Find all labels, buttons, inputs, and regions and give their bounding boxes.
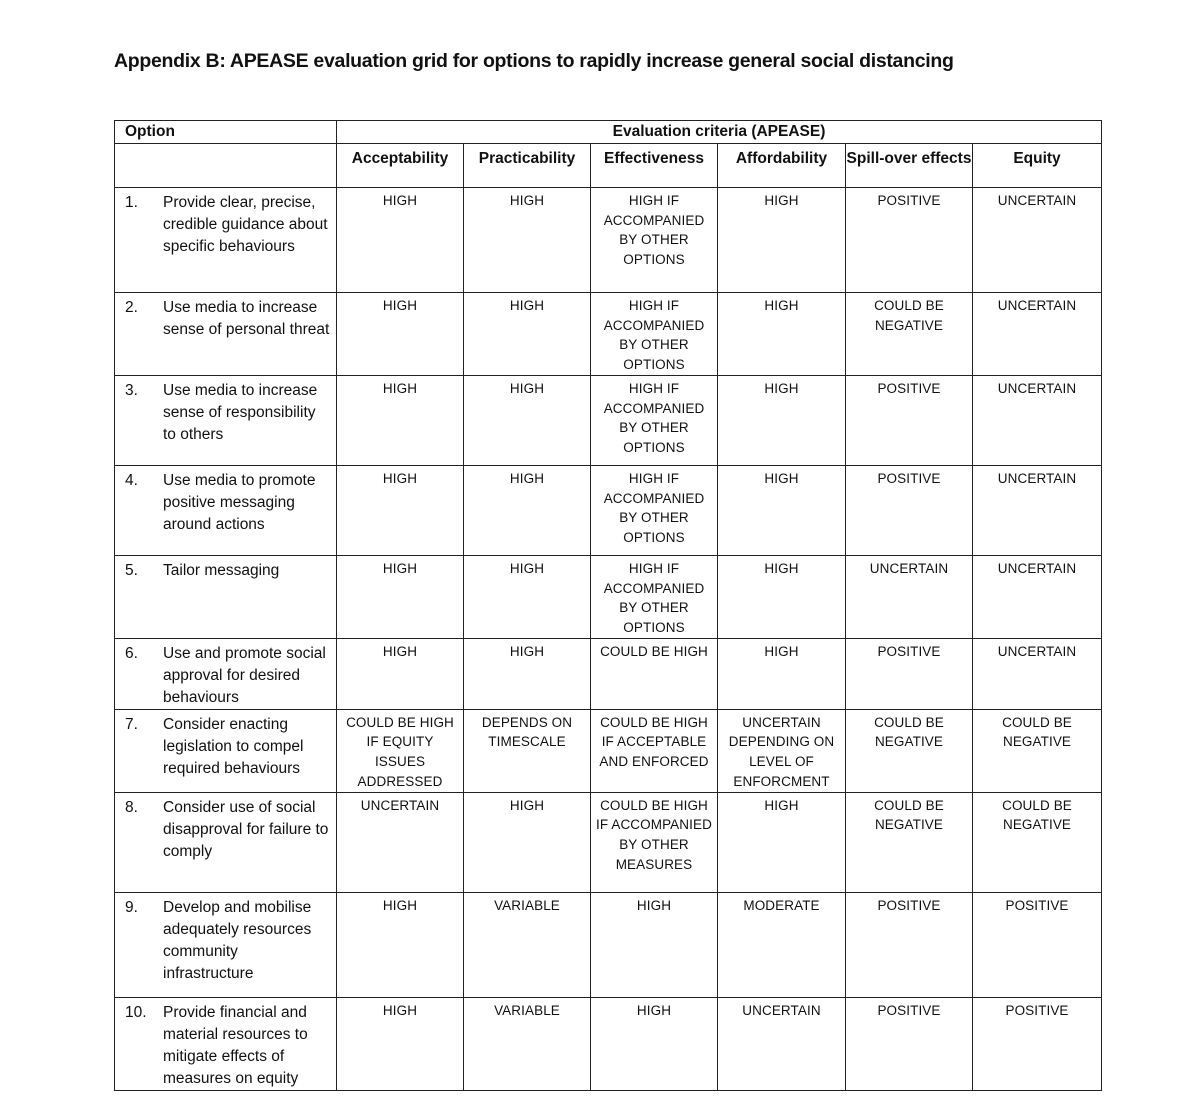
rating-cell-practicability: HIGH (464, 293, 591, 376)
rating-cell-effectiveness: HIGH IF ACCOMPANIED BY OTHER OPTIONS (591, 555, 718, 638)
option-cell (115, 465, 337, 555)
header-row-criteria (115, 144, 1102, 188)
option-text: Provide financial and material resources to mitigate effects of measures on equity (163, 1003, 308, 1087)
table-row (115, 293, 1102, 376)
option-cell (115, 709, 337, 792)
table-row (115, 188, 1102, 293)
rating-cell-acceptability: HIGH (337, 892, 464, 997)
rating-cell-affordability: HIGH (718, 188, 846, 293)
option-number: 10. (125, 1003, 147, 1021)
option-number: 9. (125, 898, 138, 916)
table-row (115, 792, 1102, 892)
rating-cell-acceptability: HIGH (337, 375, 464, 465)
option-number: 1. (125, 194, 138, 211)
rating-cell-spillover: POSITIVE (846, 892, 973, 997)
rating-cell-spillover: POSITIVE (846, 375, 973, 465)
table-row (115, 709, 1102, 792)
rating-cell-equity: POSITIVE (973, 892, 1102, 997)
option-text: Use media to increase sense of responsibility to others (163, 381, 318, 443)
criteria-header-acceptability: Acceptability (337, 144, 464, 188)
rating-cell-equity: UNCERTAIN (973, 555, 1102, 638)
option-number: 7. (125, 715, 138, 733)
option-cell (115, 188, 337, 293)
table-row (115, 555, 1102, 638)
option-number: 4. (125, 471, 138, 489)
option-number: 3. (125, 381, 138, 399)
rating-cell-affordability: UNCERTAIN DEPENDING ON LEVEL OF ENFORCMENT (718, 709, 846, 792)
rating-cell-acceptability: HIGH (337, 555, 464, 638)
rating-cell-acceptability: HIGH (337, 293, 464, 376)
rating-cell-equity: COULD BE NEGATIVE (973, 709, 1102, 792)
rating-cell-equity: POSITIVE (973, 997, 1102, 1090)
rating-cell-affordability: HIGH (718, 375, 846, 465)
option-cell (115, 555, 337, 638)
criteria-header-practicability: Practicability (464, 144, 591, 188)
rating-cell-affordability: HIGH (718, 638, 846, 709)
header-row-group (115, 121, 1102, 144)
rating-cell-spillover: POSITIVE (846, 465, 973, 555)
rating-cell-effectiveness: HIGH (591, 997, 718, 1090)
option-text: Tailor messaging (163, 561, 280, 579)
rating-cell-spillover: POSITIVE (846, 188, 973, 293)
rating-cell-spillover: COULD BE NEGATIVE (846, 709, 973, 792)
criteria-header-equity: Equity (973, 144, 1102, 188)
rating-cell-effectiveness: HIGH IF ACCOMPANIED BY OTHER OPTIONS (591, 465, 718, 555)
criteria-header-spillover: Spill-over effects (846, 144, 973, 188)
criteria-group-header: Evaluation criteria (APEASE) (337, 121, 1102, 144)
apease-evaluation-table (114, 120, 1102, 1091)
rating-cell-effectiveness: COULD BE HIGH IF ACCOMPANIED BY OTHER MEASURES (591, 792, 718, 892)
rating-cell-spillover: POSITIVE (846, 997, 973, 1090)
rating-cell-spillover: COULD BE NEGATIVE (846, 792, 973, 892)
rating-cell-practicability: HIGH (464, 375, 591, 465)
rating-cell-practicability: HIGH (464, 792, 591, 892)
option-text: Consider enacting legislation to compel required behaviours (163, 715, 304, 777)
empty-header-cell (115, 144, 337, 188)
rating-cell-practicability: HIGH (464, 638, 591, 709)
rating-cell-spillover: POSITIVE (846, 638, 973, 709)
option-text: Provide clear, precise, credible guidance about specific behaviours (163, 194, 328, 255)
rating-cell-effectiveness: COULD BE HIGH (591, 638, 718, 709)
rating-cell-acceptability: HIGH (337, 188, 464, 293)
rating-cell-equity: UNCERTAIN (973, 188, 1102, 293)
rating-cell-affordability: HIGH (718, 555, 846, 638)
option-cell (115, 997, 337, 1090)
table-row (115, 892, 1102, 997)
option-cell (115, 792, 337, 892)
rating-cell-equity: UNCERTAIN (973, 375, 1102, 465)
rating-cell-effectiveness: HIGH IF ACCOMPANIED BY OTHER OPTIONS (591, 293, 718, 376)
rating-cell-affordability: MODERATE (718, 892, 846, 997)
option-cell (115, 892, 337, 997)
option-column-header: Option (115, 121, 337, 144)
rating-cell-equity: UNCERTAIN (973, 293, 1102, 376)
rating-cell-acceptability: HIGH (337, 997, 464, 1090)
page-title: Appendix B: APEASE evaluation grid for options to rapidly increase general social distancing (114, 50, 954, 72)
rating-cell-effectiveness: COULD BE HIGH IF ACCEPTABLE AND ENFORCED (591, 709, 718, 792)
rating-cell-affordability: HIGH (718, 792, 846, 892)
rating-cell-acceptability: COULD BE HIGH IF EQUITY ISSUES ADDRESSED (337, 709, 464, 792)
rating-cell-practicability: DEPENDS ON TIMESCALE (464, 709, 591, 792)
option-cell (115, 293, 337, 376)
rating-cell-effectiveness: HIGH IF ACCOMPANIED BY OTHER OPTIONS (591, 188, 718, 293)
option-cell (115, 638, 337, 709)
table-row (115, 638, 1102, 709)
rating-cell-practicability: HIGH (464, 188, 591, 293)
rating-cell-spillover: COULD BE NEGATIVE (846, 293, 973, 376)
rating-cell-affordability: HIGH (718, 465, 846, 555)
option-text: Consider use of social disapproval for failure to comply (163, 798, 329, 860)
rating-cell-affordability: UNCERTAIN (718, 997, 846, 1090)
option-text: Use media to promote positive messaging around actions (163, 471, 316, 533)
rating-cell-equity: COULD BE NEGATIVE (973, 792, 1102, 892)
rating-cell-effectiveness: HIGH IF ACCOMPANIED BY OTHER OPTIONS (591, 375, 718, 465)
rating-cell-practicability: VARIABLE (464, 997, 591, 1090)
rating-cell-affordability: HIGH (718, 293, 846, 376)
table-row (115, 375, 1102, 465)
rating-cell-practicability: HIGH (464, 555, 591, 638)
rating-cell-acceptability: HIGH (337, 465, 464, 555)
option-number: 5. (125, 561, 138, 579)
rating-cell-spillover: UNCERTAIN (846, 555, 973, 638)
criteria-header-affordability: Affordability (718, 144, 846, 188)
rating-cell-acceptability: UNCERTAIN (337, 792, 464, 892)
criteria-header-effectiveness: Effectiveness (591, 144, 718, 188)
rating-cell-practicability: VARIABLE (464, 892, 591, 997)
rating-cell-acceptability: HIGH (337, 638, 464, 709)
table-row (115, 465, 1102, 555)
rating-cell-equity: UNCERTAIN (973, 638, 1102, 709)
table-row (115, 997, 1102, 1090)
option-text: Use and promote social approval for desired behaviours (163, 644, 326, 706)
option-number: 6. (125, 644, 138, 662)
option-text: Use media to increase sense of personal threat (163, 299, 330, 338)
option-number: 2. (125, 299, 138, 316)
option-cell (115, 375, 337, 465)
option-number: 8. (125, 798, 138, 816)
rating-cell-effectiveness: HIGH (591, 892, 718, 997)
option-text: Develop and mobilise adequately resources community infrastructure (163, 898, 312, 982)
rating-cell-practicability: HIGH (464, 465, 591, 555)
rating-cell-equity: UNCERTAIN (973, 465, 1102, 555)
